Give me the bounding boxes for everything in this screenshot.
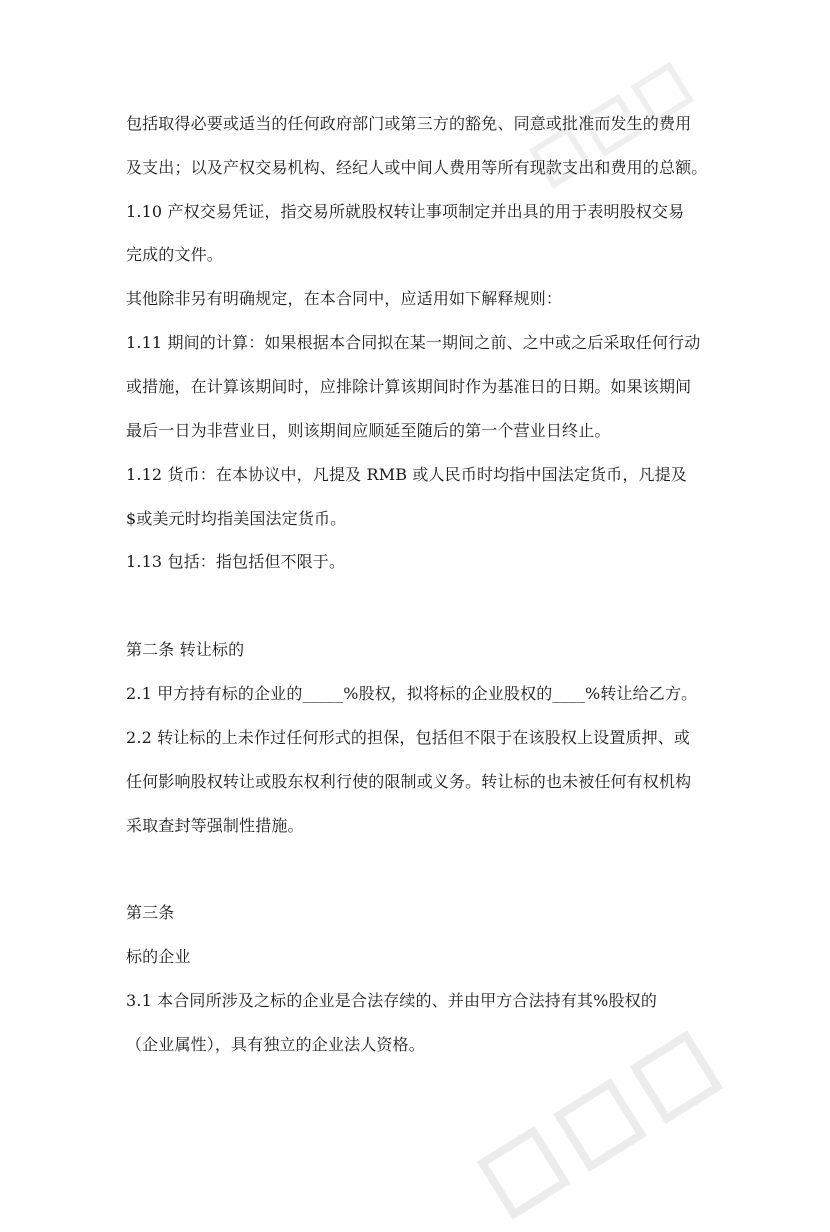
section-heading-2: 第二条 转让标的 xyxy=(126,640,245,659)
clause-1-11: 1.11 期间的计算：如果根据本合同拟在某一期间之前、之中或之后采取任何行动 xyxy=(126,333,701,352)
watermark-graphic xyxy=(466,1018,734,1232)
clause-2-2: 2.2 转让标的上未作过任何形式的担保，包括但不限于在该股权上设置质押、或 xyxy=(126,728,691,747)
section-heading-3: 第三条 xyxy=(126,903,175,922)
text-line: 最后一日为非营业日，则该期间应顺延至随后的第一个营业日终止。 xyxy=(126,421,611,440)
text-line: 任何影响股权转让或股东权利行使的限制或义务。转让标的也未被任何有权机构 xyxy=(126,772,692,791)
text-line: 采取查封等强制性措施。 xyxy=(126,816,304,835)
text-line: 及支出；以及产权交易机构、经纪人或中间人费用等所有现款支出和费用的总额。 xyxy=(126,158,708,177)
text-line: 其他除非另有明确规定，在本合同中，应适用如下解释规则： xyxy=(126,289,563,308)
text-line: 包括取得必要或适当的任何政府部门或第三方的豁免、同意或批准而发生的费用 xyxy=(126,114,692,133)
clause-3-1: 3.1 本合同所涉及之标的企业是合法存续的、并由甲方合法持有其%股权的 xyxy=(126,991,657,1010)
text-line: 或措施，在计算该期间时，应排除计算该期间时作为基准日的日期。如果该期间 xyxy=(126,377,692,396)
clause-1-13: 1.13 包括：指包括但不限于。 xyxy=(126,552,346,571)
section-subheading: 标的企业 xyxy=(126,947,191,966)
text-line: （企业属性），具有独立的企业法人资格。 xyxy=(126,1035,425,1054)
text-line: 完成的文件。 xyxy=(126,245,223,264)
clause-2-1: 2.1 甲方持有标的企业的_____%股权，拟将标的企业股权的____%转让给乙方。 xyxy=(126,684,698,703)
text-line: $或美元时均指美国法定货币。 xyxy=(126,509,347,528)
clause-1-10: 1.10 产权交易凭证，指交易所就股权转让事项制定并出具的用于表明股权交易 xyxy=(126,202,685,221)
clause-1-12: 1.12 货币：在本协议中，凡提及 RMB 或人民币时均指中国法定货币，凡提及 xyxy=(126,465,687,484)
